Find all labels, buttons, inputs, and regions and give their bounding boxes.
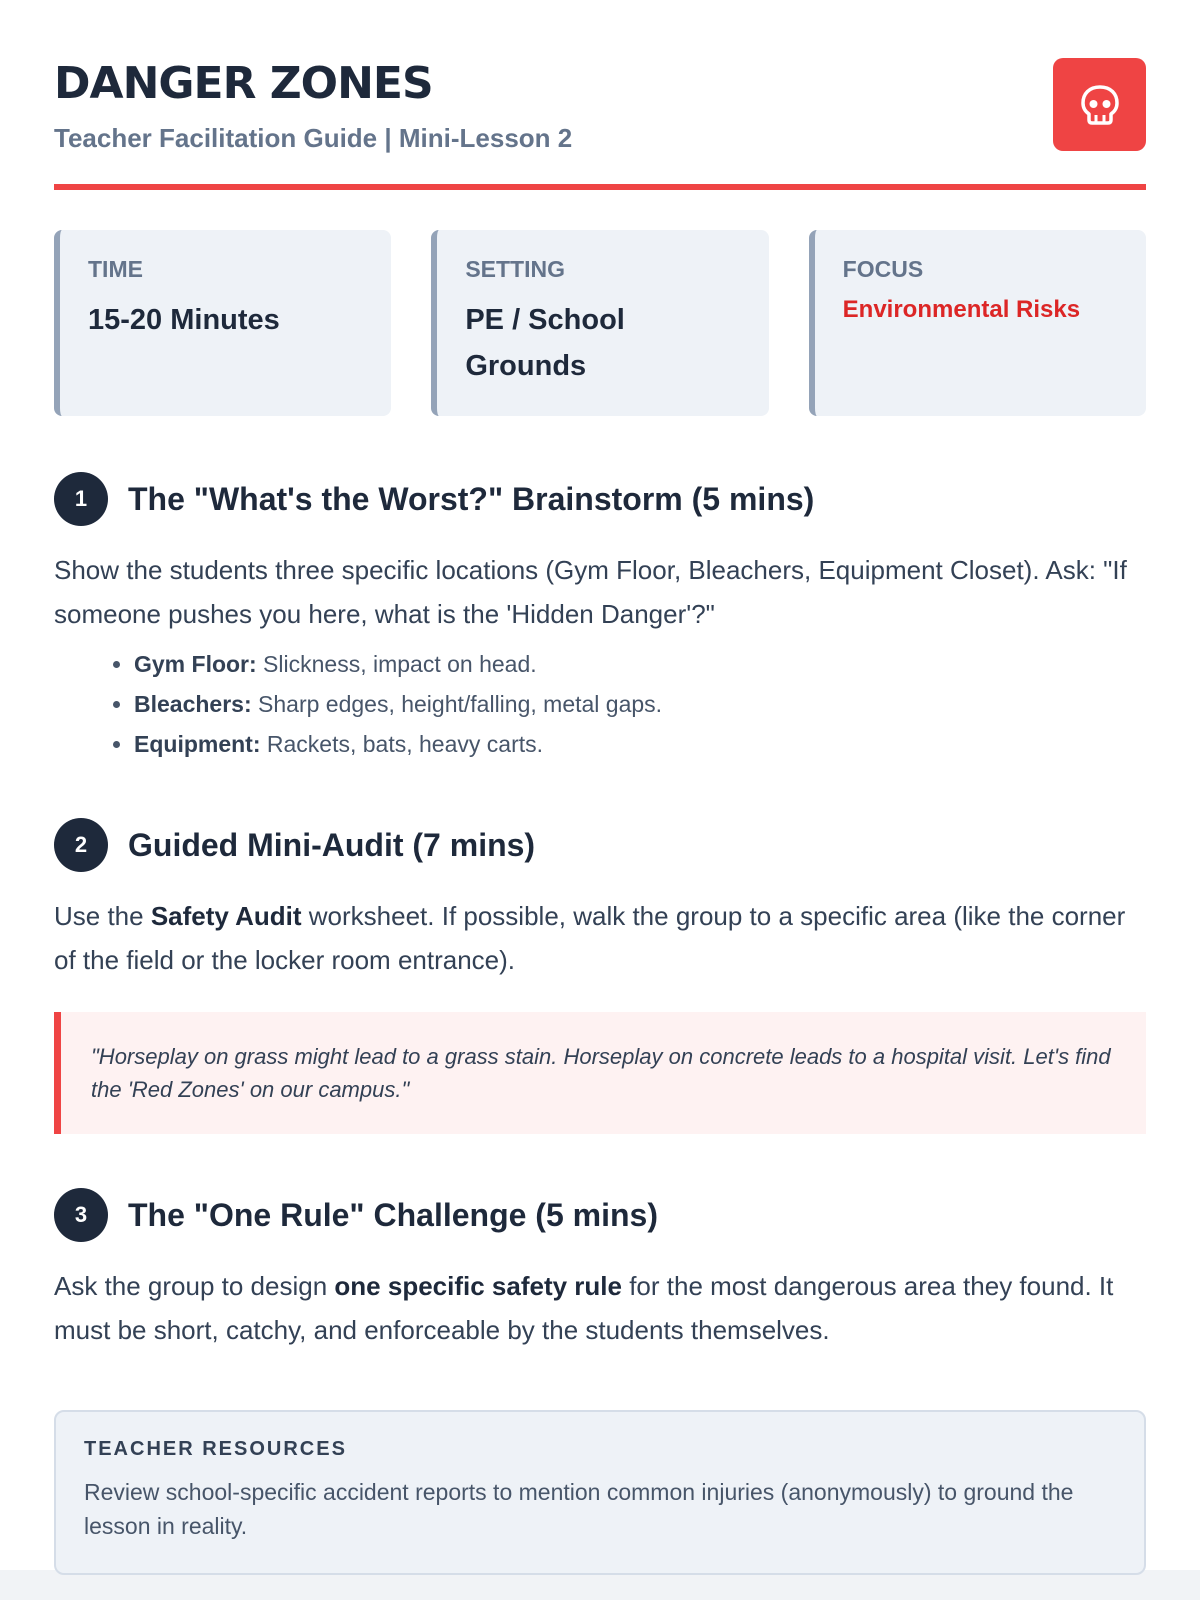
section-body: Show the students three specific locations (Gym Floor, Bleachers, Equipment Closet). Ask: "If someone pushes you here, what is the 'Hidden Danger'?" <box>54 555 1127 629</box>
list-item: • Gym Floor: Slickness, impact on head. <box>134 644 1146 684</box>
section-brainstorm <box>54 472 1146 764</box>
section-one-rule <box>54 1188 1146 1352</box>
card-value: 15-20 Minutes <box>88 304 280 336</box>
section-title: The "What's the Worst?" Brainstorm (5 mins) <box>128 480 815 517</box>
focus-card <box>809 230 1146 416</box>
card-value: PE / School Grounds <box>465 304 625 382</box>
card-label: FOCUS <box>842 256 924 282</box>
section-body: Use the Safety Audit worksheet. If possible, walk the group to a specific area (like the corner of the field or the locker room entrance). <box>54 901 1126 975</box>
step-number: 1 <box>54 472 108 526</box>
teacher-resources-box <box>54 1410 1146 1575</box>
step-number: 2 <box>54 818 108 872</box>
page-subtitle: Teacher Facilitation Guide | Mini-Lesson 2 <box>54 123 573 153</box>
time-card <box>54 230 391 416</box>
page-title: DANGER ZONES <box>54 58 433 109</box>
card-label: TIME <box>88 256 143 282</box>
section-mini-audit <box>54 818 1146 1134</box>
card-value: Environmental Risks <box>842 296 1081 323</box>
danger-list <box>134 644 1146 764</box>
section-body: Ask the group to design one specific safety rule for the most dangerous area they found. It must be short, catchy, and enforceable by the students themselves. <box>54 1271 1114 1345</box>
section-title: Guided Mini-Audit (7 mins) <box>128 826 536 863</box>
step-number: 3 <box>54 1188 108 1242</box>
setting-card <box>431 230 768 416</box>
list-item: • Bleachers: Sharp edges, height/falling, metal gaps. <box>134 684 1146 724</box>
card-label: SETTING <box>465 256 565 282</box>
resources-text: Review school-specific accident reports to mention common injuries (anonymously) to ground the lesson in reality. <box>84 1479 1074 1539</box>
section-title: The "One Rule" Challenge (5 mins) <box>128 1196 658 1233</box>
list-item: • Equipment: Rackets, bats, heavy carts. <box>134 724 1146 764</box>
info-cards <box>54 230 1146 416</box>
page-header <box>54 58 1146 190</box>
teacher-quote: "Horseplay on grass might lead to a grass stain. Horseplay on concrete leads to a hospital visit. Let's find the 'Red Zones' on our campus." <box>54 1012 1146 1134</box>
resources-title: TEACHER RESOURCES <box>84 1438 347 1460</box>
skull-icon <box>1053 58 1146 151</box>
